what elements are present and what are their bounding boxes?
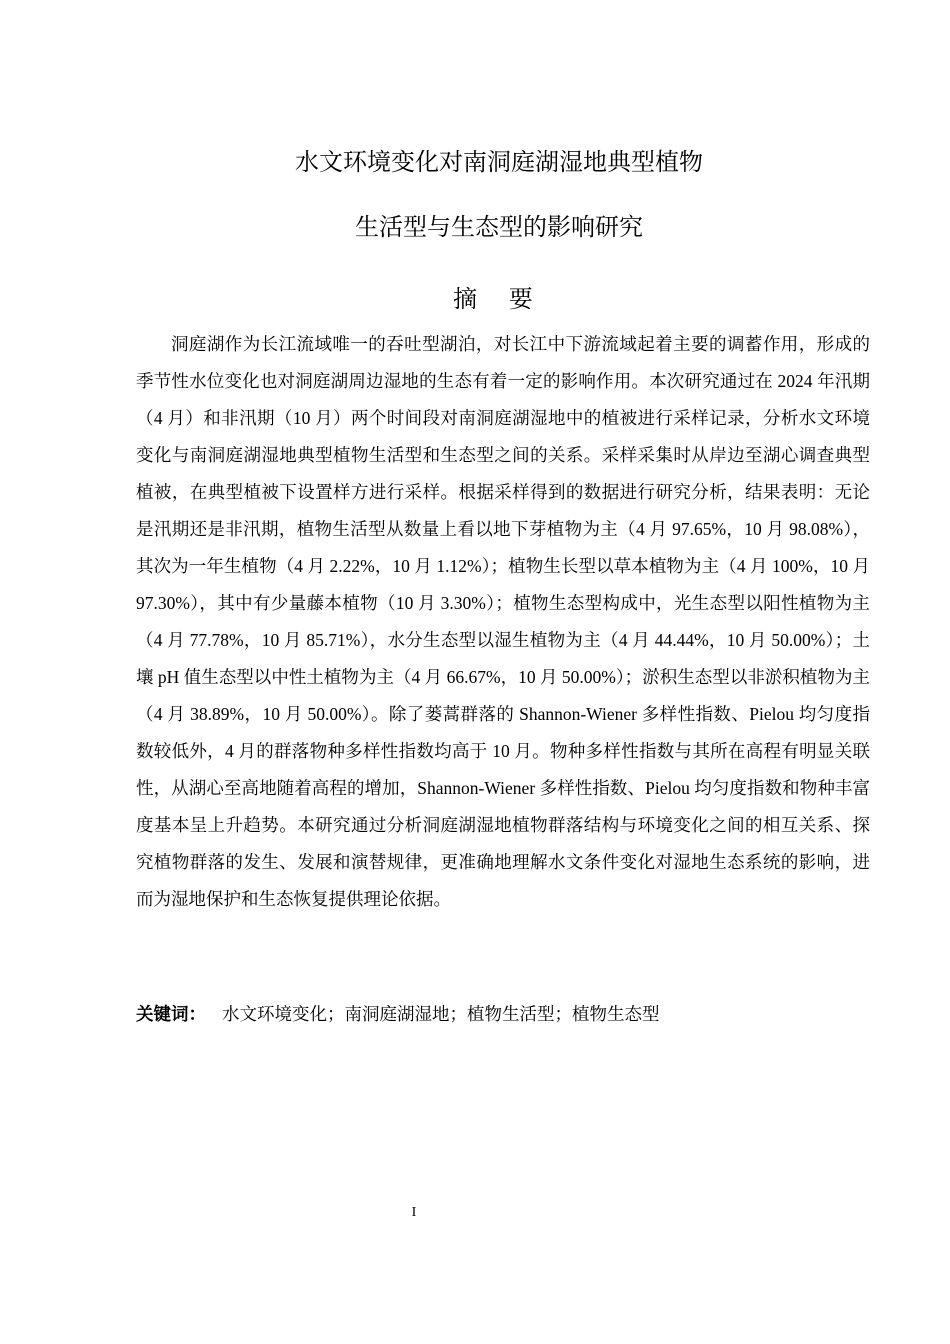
page-number: I — [411, 1205, 417, 1220]
keywords-label: 关键词： — [136, 1005, 206, 1025]
abstract-body: 洞庭湖作为长江流域唯一的吞吐型湖泊，对长江中下游流域起着主要的调蓄作用，形成的季节性水位变化也对洞庭湖周边湿地的生态有着一定的影响作用。本次研究通过在 2024 年汛期（4 月）和非汛期（10 月）两个时间段对南洞庭湖湿地中的植被进行采样记录，分析水文环境变化与南洞庭湖湿地典型植物生活型和生态型之间的关系。采样采集时从岸边至湖心调查典型植被，在典型植被下设置样方进行采样。根据采样得到的数据进行研究分析，结果表明：无论是汛期还是非汛期，植物生活型从数量上看以地下芽植物为主（4 月 97.65%，10 月 98.08%），其次为一年生植物（4 月 2.22%，10 月 1.12%）；植物生长型以草本植物为主（4 月 100%，10 月 97.30%），其中有少量藤本植物（10 月 3.30%）；植物生态型构成中，光生态型以阳性植物为主（4 月 77.78%，10 月 85.71%），水分生态型以湿生植物为主（4 月 44.44%，10 月 50.00%）；土壤 pH 值生态型以中性土植物为主（4 月 66.67%，10 月 50.00%）；淤积生态型以非淤积植物为主（4 月 38.89%，10 月 50.00%）。除了蒌蒿群落的 Shannon-Wiener 多样性指数、Pielou 均匀度指数较低外，4 月的群落物种多样性指数均高于 10 月。物种多样性指数与其所在高程有明显关联性，从湖心至高地随着高程的增加，Shannon-Wiener 多样性指数、Pielou 均匀度指数和物种丰富度基本呈上升趋势。本研究通过分析洞庭湖湿地植物群落结构与环境变化之间的相互关系、探究植物群落的发生、发展和演替规律，更准确地理解水文条件变化对湿地生态系统的影响，进而为湿地保护和生态恢复提供理论依据。 — [136, 334, 870, 909]
abstract-heading: 摘 要 — [453, 285, 545, 313]
keywords-line — [136, 998, 870, 1031]
keywords-text: 水文环境变化；南洞庭湖湿地；植物生活型；植物生态型 — [222, 1004, 660, 1024]
title-line-1: 水文环境变化对南洞庭湖湿地典型植物 — [295, 148, 703, 176]
title-line-2: 生活型与生态型的影响研究 — [355, 213, 643, 241]
